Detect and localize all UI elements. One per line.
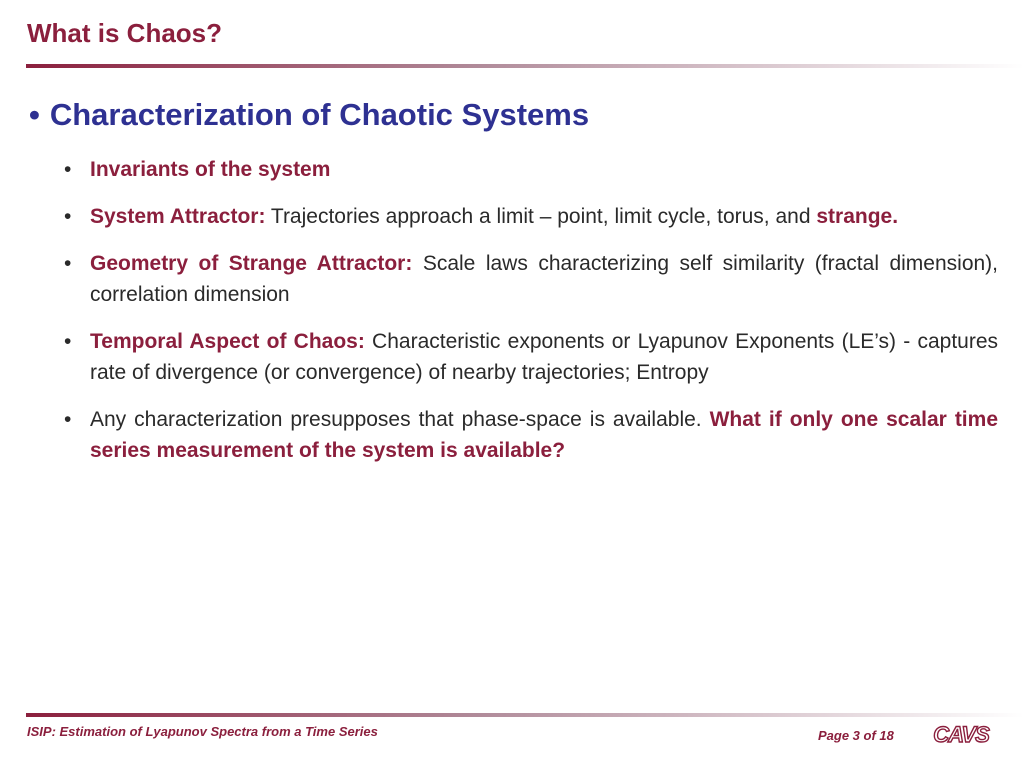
bullet-temporal [64, 326, 998, 388]
heading-bullet: • [29, 97, 40, 132]
bullet-label: Geometry of Strange Attractor: [90, 252, 413, 275]
bullet-emphasis: strange. [816, 205, 899, 228]
footer-title: ISIP: Estimation of Lyapunov Spectra from a Time Series [27, 724, 378, 739]
bullet-marker: • [64, 408, 72, 431]
cavs-logo-icon [922, 720, 1000, 750]
bullet-text: Trajectories approach a limit – point, limit cycle, torus, and [265, 205, 817, 228]
bullet-text: Any characterization presupposes that phase-space is available. [90, 408, 710, 431]
footer-divider [26, 713, 1024, 717]
bullet-marker: • [64, 205, 72, 228]
main-heading-text: Characterization of Chaotic Systems [49, 97, 590, 132]
bullet-label: System Attractor: [90, 205, 266, 228]
bullet-text: Characteristic exponents or Lyapunov Exponents (LE’s) - captures rate of divergence (or convergence) of nearby trajectories; Entropy [90, 330, 999, 384]
bullet-label: Invariants of the system [90, 158, 331, 181]
bullet-text: Scale laws characterizing self similarity (fractal dimension), correlation dimension [90, 252, 998, 306]
bullet-phase-space [64, 404, 998, 466]
page-number: Page 3 of 18 [818, 728, 894, 743]
bullet-marker: • [64, 330, 72, 353]
logo-text: CAVS [933, 722, 989, 747]
title-divider [26, 64, 1024, 68]
bullet-marker: • [64, 158, 72, 181]
slide-title: What is Chaos? [27, 18, 223, 48]
bullet-emphasis: What if only one scalar time series measurement of the system is available? [90, 408, 998, 462]
bullet-system-attractor [64, 201, 998, 232]
bullet-invariants [64, 154, 998, 185]
bullet-geometry [64, 248, 998, 310]
main-heading [29, 96, 589, 133]
bullet-marker: • [64, 252, 72, 275]
bullet-label: Temporal Aspect of Chaos: [90, 330, 365, 353]
bullet-list [64, 154, 998, 482]
